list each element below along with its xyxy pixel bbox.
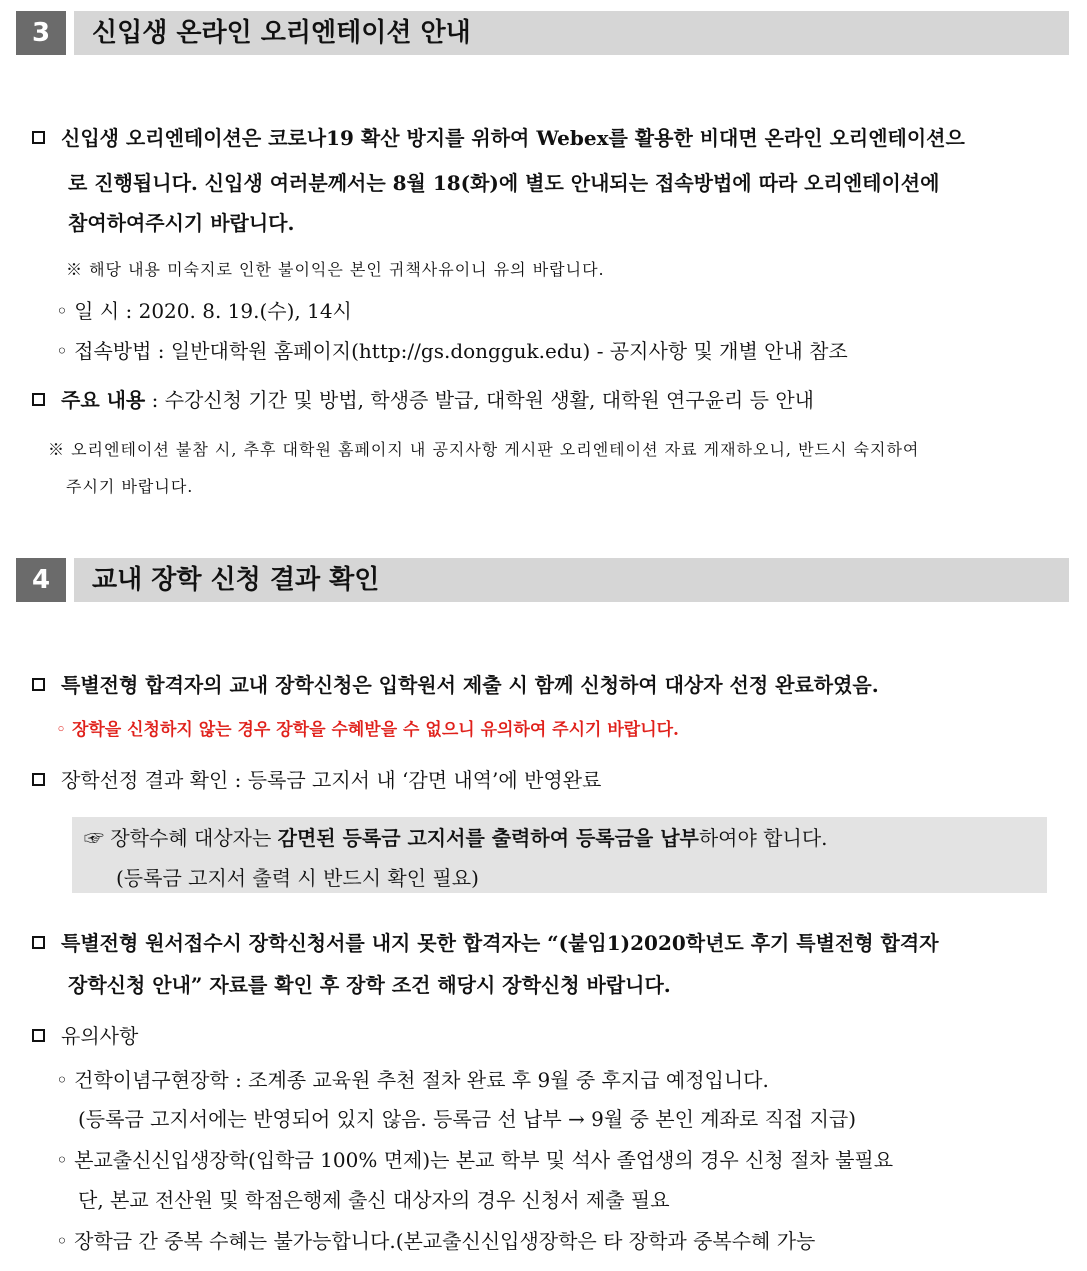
special-admission-scholarship: 특별전형 합격자의 교내 장학신청은 입학원서 제출 시 함께 신청하여 대상자 선정 완료하였음. [32, 669, 879, 698]
section-title: 교내 장학 신청 결과 확인 [74, 558, 1069, 602]
payment-notice-line2: (등록금 고지서 출력 시 반드시 확인 필요) [116, 866, 479, 890]
caution-item: ◦ 장학금 간 중복 수혜는 불가능합니다.(본교출신신입생장학은 타 장학과 중복수혜 가능 [56, 1229, 816, 1253]
caution-item: ◦ 본교출신신입생장학(입학금 100% 면제)는 본교 학부 및 석사 졸업생의 경우 신청 절차 불필요 [56, 1148, 894, 1172]
section-number: 4 [16, 558, 66, 602]
caution-item: 단, 본교 전산원 및 학점은행제 출신 대상자의 경우 신청서 제출 필요 [78, 1188, 670, 1212]
scholarship-result-line: 장학선정 결과 확인 : 등록금 고지서 내 ‘감면 내역’에 반영완료 [32, 764, 601, 793]
main-content-label: 주요 내용 [61, 388, 146, 412]
scholarship-warning: ◦ 장학을 신청하지 않는 경우 장학을 수혜받을 수 없으니 유의하여 주시기 바랍니다. [56, 720, 679, 740]
orientation-access: ◦ 접속방법 : 일반대학원 홈페이지(http://gs.dongguk.edu) - 공지사항 및 개별 안내 참조 [56, 339, 848, 363]
orientation-absence-note-line1: ※ 오리엔테이션 불참 시, 추후 대학원 홈페이지 내 공지사항 게시판 오리엔테이션 자료 게재하오니, 반드시 숙지하여 [48, 440, 920, 459]
caution-item: (등록금 고지서에는 반영되어 있지 않음. 등록금 선 납부 → 9월 중 본인 계좌로 직접 지급) [78, 1107, 857, 1131]
checkbox-square-icon [32, 773, 45, 786]
checkbox-square-icon [32, 131, 45, 144]
orientation-intro-line2: 로 진행됩니다. 신입생 여러분께서는 8월 18(화)에 별도 안내되는 접속방법에 따라 오리엔테이션에 [68, 171, 940, 195]
main-content-text: : 수강신청 기간 및 방법, 학생증 발급, 대학원 생활, 대학원 연구윤리 등 안내 [151, 388, 814, 412]
checkbox-square-icon [32, 1029, 45, 1042]
caution-item: ◦ 건학이념구현장학 : 조계종 교육원 추천 절차 완료 후 9월 중 후지급 예정입니다. [56, 1068, 769, 1092]
checkbox-square-icon [32, 678, 45, 691]
checkbox-square-icon [32, 936, 45, 949]
payment-notice-line1: ☞ 장학수혜 대상자는 감면된 등록금 고지서를 출력하여 등록금을 납부하여야 합니다. [84, 826, 828, 850]
orientation-intro-line3: 참여하여주시기 바랍니다. [68, 211, 295, 235]
section-number: 3 [16, 11, 66, 55]
orientation-note: ※ 해당 내용 미숙지로 인한 불이익은 본인 귀책사유이니 유의 바랍니다. [66, 260, 605, 279]
unsubmitted-applicants-line2: 장학신청 안내” 자료를 확인 후 장학 조건 해당시 장학신청 바랍니다. [68, 973, 671, 997]
main-content-line [32, 384, 814, 413]
orientation-date: ◦ 일 시 : 2020. 8. 19.(수), 14시 [56, 299, 352, 323]
unsubmitted-applicants-line1: 특별전형 원서접수시 장학신청서를 내지 못한 합격자는 “(붙임1)2020학년도 후기 특별전형 합격자 [32, 927, 939, 956]
section-title: 신입생 온라인 오리엔테이션 안내 [74, 11, 1069, 55]
orientation-absence-note-line2: 주시기 바랍니다. [66, 477, 194, 496]
orientation-intro-line1: 신입생 오리엔테이션은 코로나19 확산 방지를 위하여 Webex를 활용한 비대면 온라인 오리엔테이션으 [32, 122, 965, 151]
checkbox-square-icon [32, 393, 45, 406]
caution-heading: 유의사항 [32, 1020, 138, 1049]
